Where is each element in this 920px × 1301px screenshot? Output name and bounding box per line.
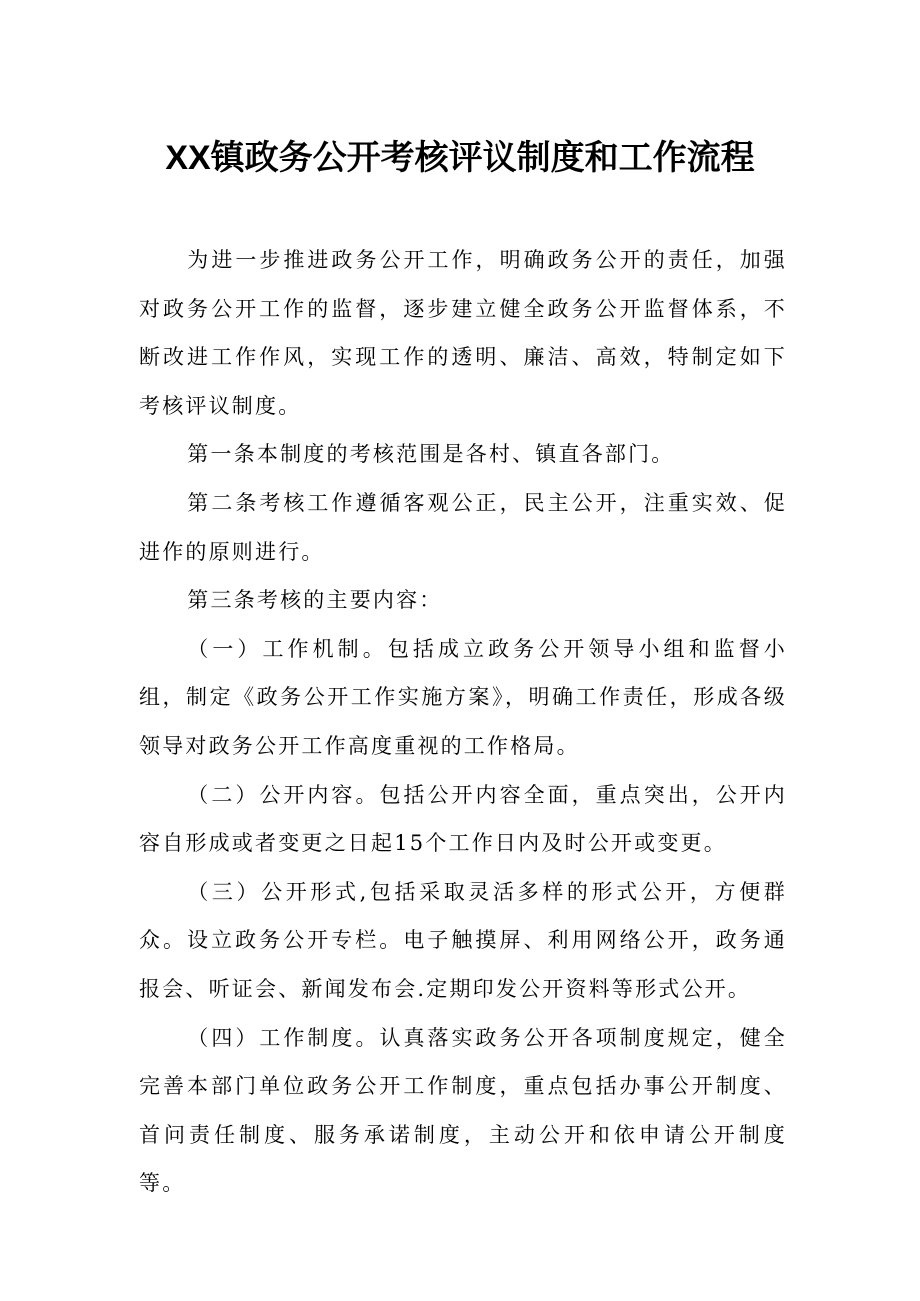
paragraph-item-3: （三）公开形式,包括采取灵活多样的形式公开，方便群众。设立政务公开专栏。电子触摸屏、利用网络公开，政务通报会、听证会、新闻发布会.定期印发公开资料等形式公开。 [139,879,787,1001]
paragraph-article-1: 第一条本制度的考核范围是各村、镇直各部门。 [187,442,675,467]
document-body [139,236,787,1208]
paragraph-item-2: （二）公开内容。包括公开内容全面，重点突出，公开内容自形成或者变更之日起15个工作日内及时公开或变更。 [139,782,787,856]
paragraph-item-1: （一）工作机制。包括成立政务公开领导小组和监督小组，制定《政务公开工作实施方案》，明确工作责任，形成各级领导对政务公开工作高度重视的工作格局。 [139,636,787,758]
paragraph-article-3: 第三条考核的主要内容： [187,588,443,613]
paragraph-article-2: 第二条考核工作遵循客观公正，民主公开，注重实效、促进作的原则进行。 [139,490,787,564]
paragraph-item-4: （四）工作制度。认真落实政务公开各项制度规定，健全完善本部门单位政务公开工作制度，重点包括办事公开制度、首问责任制度、服务承诺制度，主动公开和依申请公开制度等。 [139,1025,787,1196]
document-title: XX镇政务公开考核评议制度和工作流程 [165,139,755,177]
paragraph-intro: 为进一步推进政务公开工作，明确政务公开的责任，加强对政务公开工作的监督，逐步建立健全政务公开监督体系，不断改进工作作风，实现工作的透明、廉洁、高效，特制定如下考核评议制度。 [139,248,787,418]
